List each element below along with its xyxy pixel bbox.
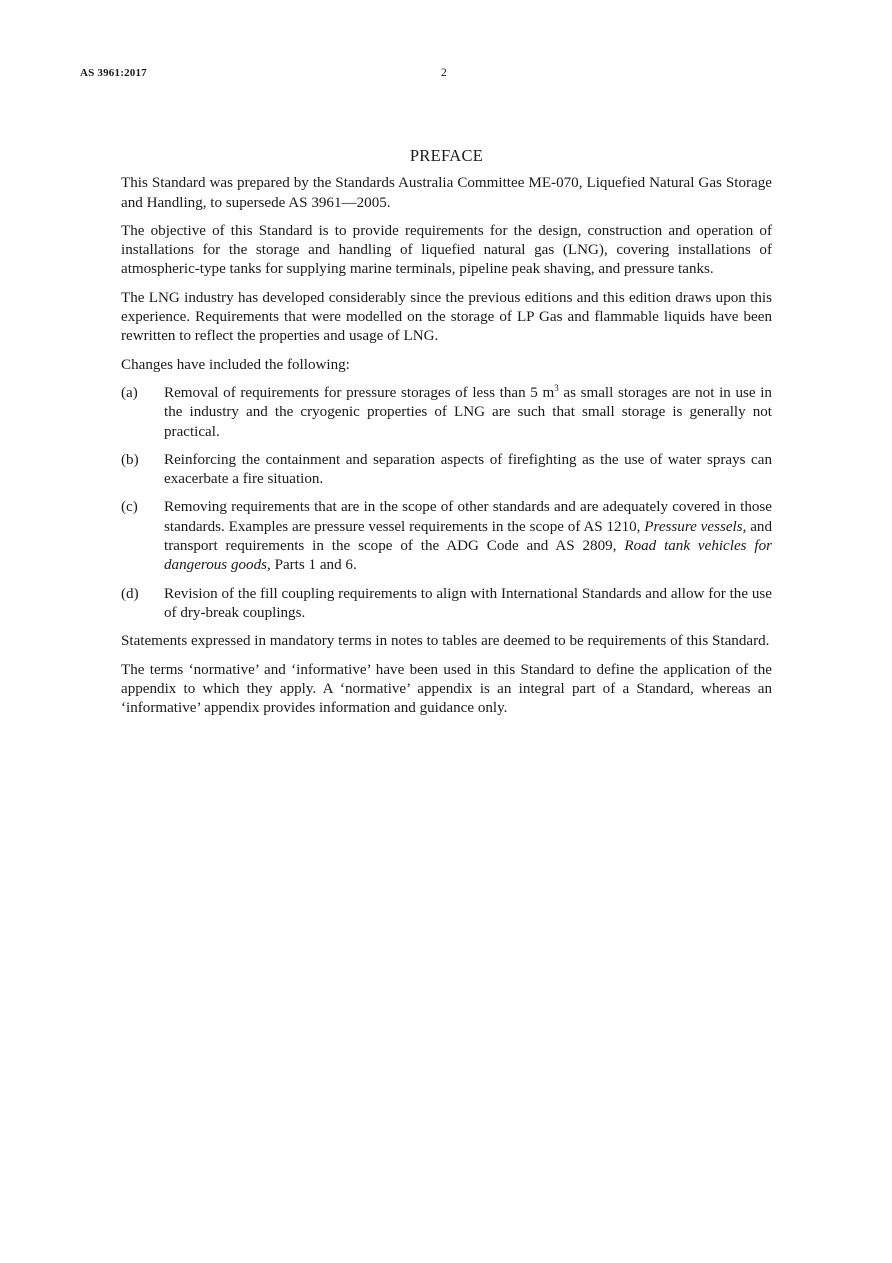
list-text: Reinforcing the containment and separation aspects of firefighting as the use of water sprays can exacerbate a fire situation. bbox=[164, 451, 772, 488]
list-label: (b) bbox=[121, 451, 139, 468]
page-title: PREFACE bbox=[409, 146, 484, 165]
list-text: Revision of the fill coupling requirements to align with International Standards and allow for the use of dry-break couplings. bbox=[164, 585, 772, 621]
list-item-a bbox=[121, 384, 772, 442]
list-item-b bbox=[121, 451, 772, 490]
list-text-part: , Parts 1 and 6. bbox=[267, 557, 357, 574]
paragraph-committee: This Standard was prepared by the Standards Australia Committee ME-070, Liquefied Natural Gas Storage and Handling, to supersede AS 3961—2005. bbox=[121, 175, 772, 211]
list-label: (a) bbox=[121, 384, 138, 401]
superscript: 3 bbox=[554, 382, 559, 393]
paragraph-industry: The LNG industry has developed considerably since the previous editions and this edition draws upon this experience. Requirements that were modelled on the storage of LP Gas and flammable liquids have been rewritten to reflect the properties and usage of LNG. bbox=[121, 289, 772, 345]
standard-code: AS 3961:2017 bbox=[80, 67, 147, 79]
list-text-part: Removing requirements that are in the scope of other standards and are adequately covered in those standards. Examples are pressure vessel requirements in the scope of AS 1210, bbox=[164, 499, 772, 535]
list-label: (d) bbox=[121, 585, 139, 602]
list-item-c bbox=[121, 498, 772, 575]
list-item-d bbox=[121, 585, 772, 624]
paragraph-mandatory-notes: Statements expressed in mandatory terms in notes to tables are deemed to be requirements of this Standard. bbox=[121, 633, 770, 650]
page-number: 2 bbox=[441, 67, 447, 79]
paragraph-changes-intro: Changes have included the following: bbox=[121, 356, 350, 373]
italic-title: Pressure vessels bbox=[644, 518, 743, 535]
list-text-part: as small storages are not in use in the industry and the cryogenic properties of LNG are such that small storage is generally not practical. bbox=[164, 384, 772, 440]
paragraph-normative-informative: The terms ‘normative’ and ‘informative’ have been used in this Standard to define the application of the appendix to which they apply. A ‘normative’ appendix is an integral part of a Standard, whereas an ‘informative’ appendix provides information and guidance only. bbox=[121, 661, 772, 717]
paragraph-objective: The objective of this Standard is to provide requirements for the design, construction and operation of installations for the storage and handling of liquefied natural gas (LNG), covering installations of atmospheric-type tanks for supplying marine terminals, pipeline peak shaving, and pressure tanks. bbox=[121, 222, 772, 278]
list-text-part: Removal of requirements for pressure storages of less than 5 m bbox=[164, 384, 555, 401]
list-text bbox=[164, 498, 772, 575]
document-body bbox=[121, 146, 772, 727]
list-text bbox=[164, 384, 772, 442]
list-text-part: , and transport requirements in the scope of the ADG Code and AS 2809, bbox=[164, 518, 772, 555]
list-label: (c) bbox=[121, 499, 138, 516]
italic-title: Road tank vehicles for dangerous goods bbox=[164, 538, 773, 574]
